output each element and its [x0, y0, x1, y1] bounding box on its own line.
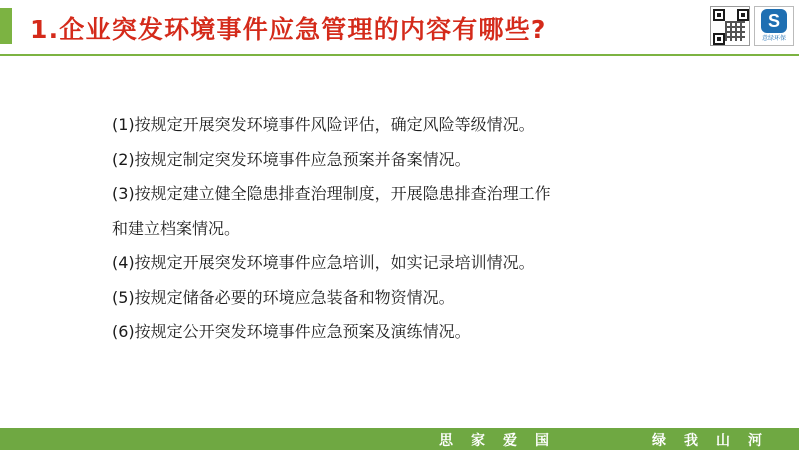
content-line-1: (1)按规定开展突发环境事件风险评估，确定风险等级情况。	[112, 115, 535, 134]
qr-finder-top-left	[713, 9, 725, 21]
footer-bar	[0, 428, 799, 450]
content-line-6: (6)按规定公开突发环境事件应急预案及演练情况。	[112, 322, 471, 341]
qr-finder-top-right	[737, 9, 749, 21]
title-divider	[0, 54, 799, 56]
content-line-4: (4)按规定开展突发环境事件应急培训，如实记录培训情况。	[112, 253, 535, 272]
footer-slogan-left: 思家爱国	[439, 433, 567, 449]
qr-finder-bottom-left	[713, 33, 725, 45]
content-line-3-continued: 和建立档案情况。	[112, 218, 241, 238]
footer-slogan-right: 绿我山河	[652, 433, 780, 449]
qr-code-icon	[710, 6, 750, 46]
content-line-2: (2)按规定制定突发环境事件应急预案并备案情况。	[112, 149, 471, 169]
company-logo	[754, 6, 794, 46]
title-bar	[0, 0, 799, 58]
qr-pattern	[725, 21, 745, 41]
content-list	[112, 108, 712, 350]
content-line-3: (3)按规定建立健全隐患排查治理制度，开展隐患排查治理工作	[112, 184, 551, 203]
page-title: 1.企业突发环境事件应急管理的内容有哪些?	[30, 15, 547, 44]
content-line-5: (5)按规定储备必要的环境应急装备和物资情况。	[112, 287, 455, 307]
company-logo-text: 意绿环保	[761, 35, 786, 42]
company-logo-icon: S	[761, 9, 787, 33]
title-accent-bar	[0, 8, 12, 44]
